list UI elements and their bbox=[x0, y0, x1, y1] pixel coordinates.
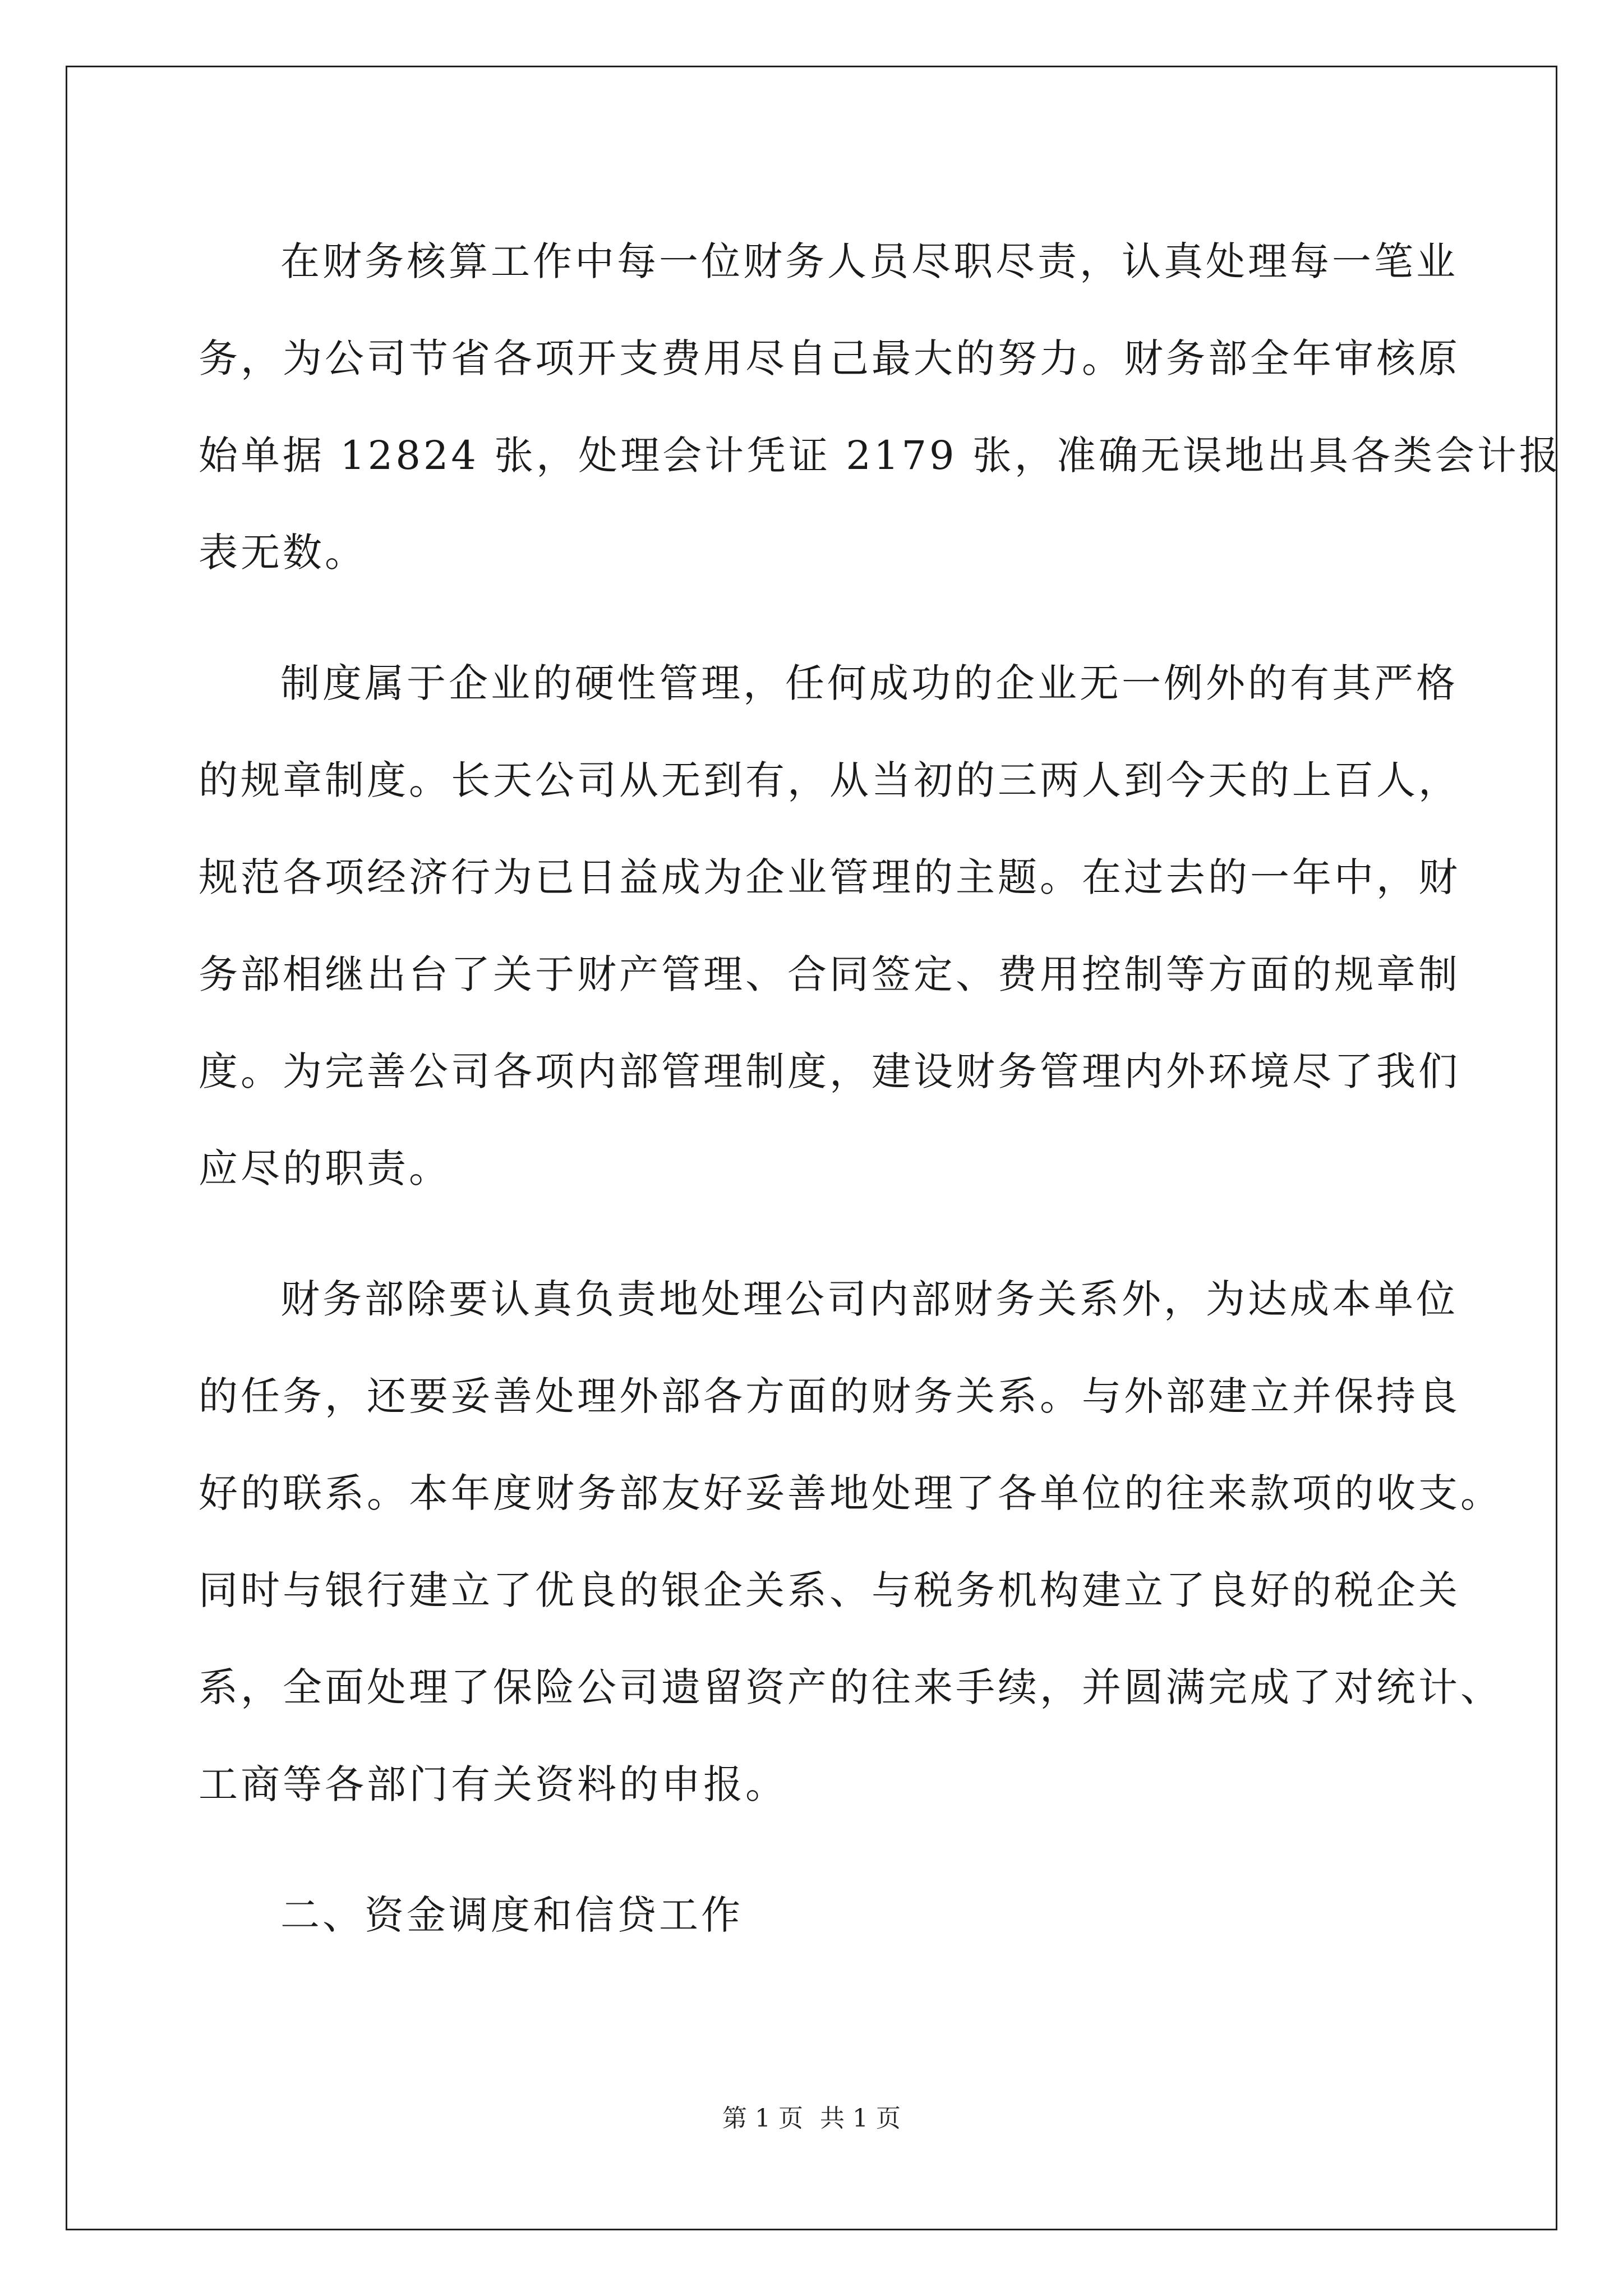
paragraph-accounting bbox=[199, 213, 1561, 601]
text-line: 的任务，还要妥善处理外部各方面的财务关系。与外部建立并保持良 bbox=[199, 1373, 1460, 1419]
page-footer bbox=[0, 2098, 1623, 2134]
text-line: 的规章制度。长天公司从无到有，从当初的三两人到今天的上百人， bbox=[199, 757, 1460, 803]
document-body bbox=[199, 213, 1561, 1964]
text-line: 好的联系。本年度财务部友好妥善地处理了各单位的往来款项的收支。 bbox=[199, 1470, 1502, 1516]
text-line: 务，为公司节省各项开支费用尽自己最大的努力。财务部全年审核原 bbox=[199, 335, 1460, 381]
text-line: 应尽的职责。 bbox=[199, 1145, 451, 1191]
paragraph-external-relations bbox=[199, 1251, 1502, 1833]
text-line: 务部相继出台了关于财产管理、合同签定、费用控制等方面的规章制 bbox=[199, 951, 1460, 997]
text-line: 财务部除要认真负责地处理公司内部财务关系外，为达成本单位 bbox=[280, 1276, 1458, 1322]
text-line: 度。为完善公司各项内部管理制度，建设财务管理内外环境尽了我们 bbox=[199, 1048, 1460, 1094]
page-number-total: 共 1 页 bbox=[820, 2104, 901, 2133]
page-number-current: 第 1 页 bbox=[722, 2104, 803, 2133]
paragraph-regulations bbox=[199, 635, 1477, 1217]
text-line: 同时与银行建立了优良的银企关系、与税务机构建立了良好的税企关 bbox=[199, 1567, 1460, 1613]
text-line: 制度属于企业的硬性管理，任何成功的企业无一例外的有其严格 bbox=[280, 660, 1458, 706]
text-line: 规范各项经济行为已日益成为企业管理的主题。在过去的一年中，财 bbox=[199, 854, 1460, 900]
text-line: 表无数。 bbox=[199, 530, 367, 576]
section-heading bbox=[199, 1867, 1477, 1964]
text-line: 在财务核算工作中每一位财务人员尽职尽责，认真处理每一笔业 bbox=[280, 238, 1458, 284]
text-line: 系，全面处理了保险公司遗留资产的往来手续，并圆满完成了对统计、 bbox=[199, 1664, 1502, 1710]
text-line: 工商等各部门有关资料的申报。 bbox=[199, 1761, 787, 1807]
text-line: 始单据 12824 张，处理会计凭证 2179 张，准确无误地出具各类会计报 bbox=[199, 432, 1561, 478]
section-heading-text: 二、资金调度和信贷工作 bbox=[280, 1892, 743, 1938]
